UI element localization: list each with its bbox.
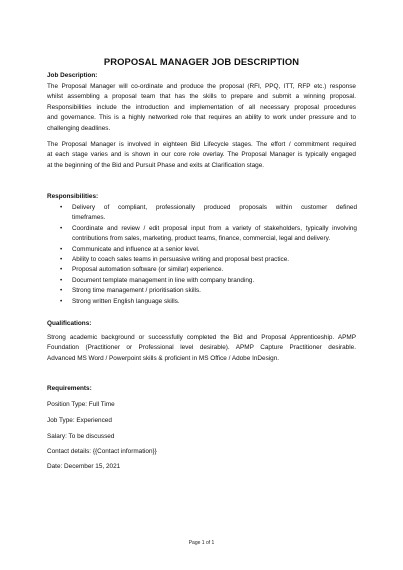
bullet-icon: • [60, 276, 63, 284]
date: Date: December 15, 2021 [47, 463, 121, 470]
job-description-paragraph-1 [47, 82, 356, 134]
position-type: Position Type: Full Time [47, 401, 115, 408]
list-item-text: Strong time management / prioritisation skills. [72, 287, 201, 295]
text-line: at each stage varies and is shown in our core role overlay. The Proposal Manager is typically engaged [47, 151, 356, 159]
qualifications-heading: Qualifications: [47, 320, 92, 327]
bullet-icon: • [60, 204, 63, 211]
text-line: at the beginning of the Bid and Pursuit Phase and exits at Clarification stage. [47, 161, 265, 169]
list-item [47, 224, 357, 245]
list-item-text: timeframes. [72, 214, 106, 222]
text-line: The Proposal Manager is involved in eighteen Bid Lifecycle stages. The effort / commitment required [47, 141, 356, 148]
list-item [47, 245, 357, 255]
bullet-icon: • [60, 297, 63, 305]
text-line: whilst assembling a proposal team that has the skills to prepare and submit a winning proposal. [47, 93, 356, 101]
bullet-icon: • [60, 287, 63, 295]
list-item-text: Proposal automation software (or similar) experience. [72, 266, 224, 274]
bullet-icon: • [60, 256, 63, 264]
qualifications-paragraph [47, 333, 356, 364]
job-description-paragraph-2 [47, 140, 356, 171]
list-item [47, 255, 357, 265]
responsibilities-heading: Responsibilities: [47, 193, 99, 200]
list-item-text: Coordinate and review / edit proposal input from a variety of stakeholders, typically involving [72, 224, 357, 232]
text-line: challenging deadlines. [47, 124, 111, 132]
text-line: Advanced MS Word / Powerpoint skills & proficient in MS Office / Adobe InDesign. [47, 354, 280, 362]
job-description-heading: Job Description: [47, 72, 98, 79]
list-item [47, 297, 357, 307]
text-line: and governance. This is a highly networked role that requires an ability to work under pressure and to [47, 114, 356, 122]
page-title: PROPOSAL MANAGER JOB DESCRIPTION [103, 56, 300, 67]
list-item-text: Ability to coach sales teams in persuasive writing and proposal best practice. [72, 256, 290, 264]
text-line: Responsibilities include the introduction and implementation of all necessary proposal procedures [47, 103, 356, 111]
list-item [47, 265, 357, 275]
job-type: Job Type: Experienced [47, 417, 112, 424]
bullet-icon: • [60, 245, 63, 253]
text-line: Foundation (Practitioner or Professional level desirable). APMP Capture Practitioner desirable. [47, 344, 356, 352]
list-item-text: Strong written English language skills. [72, 297, 180, 305]
list-item-text: Delivery of compliant, professionally produced proposals within customer defined [72, 204, 357, 211]
bullet-icon: • [60, 266, 63, 274]
list-item-text: Document template management in line with company branding. [72, 276, 255, 284]
responsibilities-list [47, 203, 357, 307]
list-item [47, 276, 357, 286]
list-item [47, 203, 357, 224]
list-item [47, 286, 357, 296]
text-line: Strong academic background or successfully completed the Bid and Proposal Apprenticeship. APMP [47, 334, 356, 341]
list-item-text: contributions from sales, marketing, product teams, finance, commercial, legal and delivery. [72, 235, 331, 243]
requirements-heading: Requirements: [47, 385, 92, 392]
page-number: Page 1 of 1 [188, 540, 215, 546]
contact-details: Contact details: {{Contact information}} [47, 448, 157, 455]
text-line: The Proposal Manager will co-ordinate and produce the proposal (RFI, PPQ, ITT, RFP etc.) response [47, 83, 356, 90]
salary: Salary: To be discussed [47, 433, 115, 440]
list-item-text: Communicate and influence at a senior level. [72, 245, 200, 253]
bullet-icon: • [60, 224, 63, 232]
